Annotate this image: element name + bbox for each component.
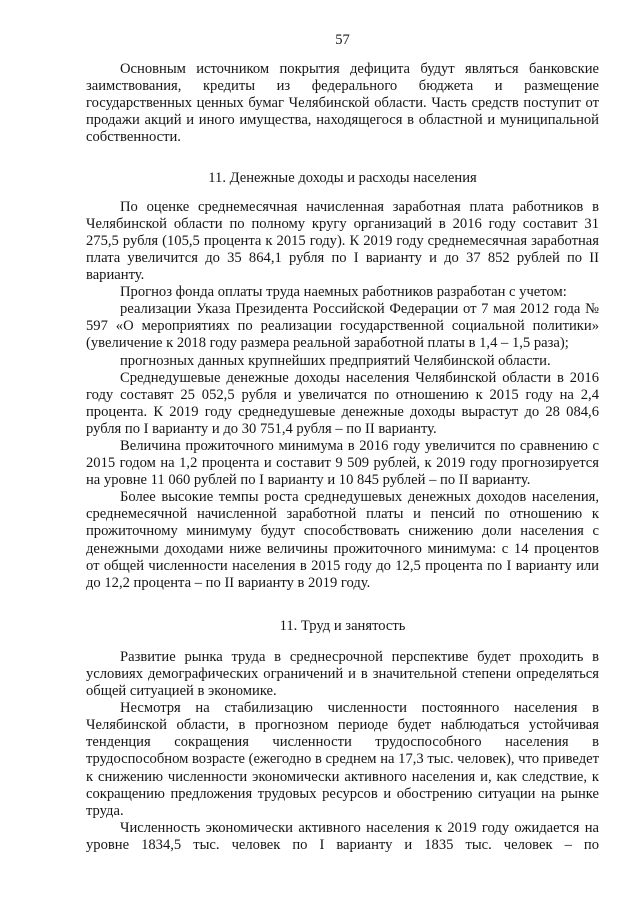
income-paragraph-3: реализации Указа Президента Российской Федерации от 7 мая 2012 года № 597 «О мероприятиях по реализации государственной социальной политики» (увеличение к 2018 году размера реальной заработной платы в 1,4 – 1,5 раза); (86, 301, 599, 352)
income-paragraph-6: Величина прожиточного минимума в 2016 году увеличится по сравнению с 2015 годом на 1,2 процента и составит 9 509 рублей, к 2019 году прогнозируется на уровне 11 060 рублей по I варианту и 10 845 рублей – по II варианту. (86, 437, 599, 489)
income-paragraph-5: Среднедушевые денежные доходы населения Челябинской области в 2016 году составят 25 052,5 рубля и увеличатся по отношению к 2015 году на 2,4 процента. К 2019 году среднедушевые денежные доходы вырастут до 28 084,6 рубля по I варианту и до 30 751,4 рубля – по II варианту. (86, 369, 599, 437)
page-number: 57 (335, 32, 350, 48)
labor-paragraph-3: Численность экономически активного населения к 2019 году ожидается на уровне 1834,5 тыс. человек по I варианту и 1835 тыс. человек – по (86, 819, 599, 853)
income-paragraph-1: По оценке среднемесячная начисленная заработная плата работников в Челябинской области по полному кругу организаций в 2016 году составит 31 275,5 рубля (105,5 процента к 2015 году). К 2019 году среднемесячная заработная плата увеличится до 35 864,1 рубля по I варианту и до 37 852 рублей по II варианту. (86, 198, 599, 284)
section-heading-labor: 11. Труд и занятость (279, 617, 406, 634)
income-paragraph-7: Более высокие темпы роста среднедушевых денежных доходов населения, среднемесячной начисленной заработной платы и пенсий по отношению к прожиточному минимуму будут способствовать снижению доли населения с денежными доходами ниже величины прожиточного минимума: с 14 процентов от общей численности населения в 2015 году до 12,5 процента по I варианту или до 12,2 процента – по II варианту в 2019 году. (86, 489, 599, 591)
labor-paragraph-2: Несмотря на стабилизацию численности постоянного населения в Челябинской области, в прогнозном периоде будет наблюдаться устойчивая тенденция сокращения численности трудоспособного населения в трудоспособном возрасте (ежегодно в среднем на 17,3 тыс. человек), что приведет к снижению численности экономически активного населения и, как следствие, к сокращению предложения трудовых ресурсов и обострению ситуации на рынке труда. (86, 700, 599, 819)
income-paragraph-4: прогнозных данных крупнейших предприятий Челябинской области. (120, 352, 551, 369)
income-paragraph-2: Прогноз фонда оплаты труда наемных работников разработан с учетом: (120, 284, 567, 301)
section-heading-income: 11. Денежные доходы и расходы населения (208, 169, 477, 186)
labor-paragraph-1: Развитие рынка труда в среднесрочной перспективе будет проходить в условиях демографических ограничений и в значительной степени определяться общей ситуацией в экономике. (86, 648, 599, 700)
intro-paragraph: Основным источником покрытия дефицита будут являться банковские заимствования, кредиты из федерального бюджета и размещение государственных ценных бумаг Челябинской области. Часть средств поступит от продажи акций и иного имущества, находящегося в областной и муниципальной собственности. (86, 61, 599, 146)
